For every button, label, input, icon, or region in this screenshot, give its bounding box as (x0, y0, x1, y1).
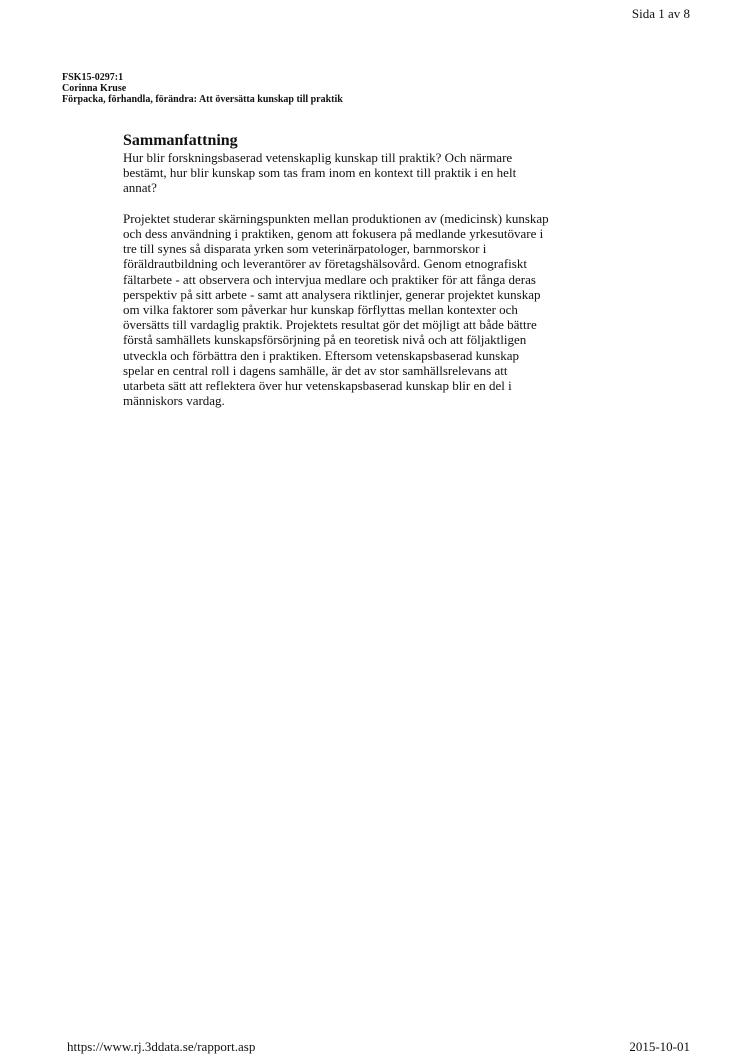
footer-url: https://www.rj.3ddata.se/rapport.asp (67, 1039, 256, 1054)
reference-number: FSK15-0297:1 (62, 72, 124, 83)
page-number: Sida 1 av 8 (631, 6, 690, 21)
summary-section (123, 131, 623, 408)
author-name: Corinna Kruse (62, 83, 127, 94)
summary-paragraph-2: Projektet studerar skärningspunkten mellan produktionen av (medicinsk) kunskap och dess användning i praktiken, genom att fokusera på medlande yrkesutövare i tre till synes så disparata yrken som veterinärpatologer, barnmorskor i föräldrautbildning och leverantörer av företagshälsovård. Genom etnografiskt fältarbete - att observera och intervjua medlare och praktiker för att fånga deras perspektiv på sitt arbete - samt att analysera riktlinjer, generar projektet kunskap om vilka faktorer som påverkar hur kunskap förflyttas mellan kontexter och översätts till vardaglig praktik. Projektets resultat gör det möjligt att både bättre förstå samhällets kunskapsförsörjning på en teoretisk nivå och att följaktligen utveckla och förbättra den i praktiken. Eftersom vetenskapsbaserad kunskap spelar en central roll i dagens samhälle, är det av stor samhällsrelevans att utarbeta sätt att reflektera över hur vetenskapsbaserad kunskap blir en del i människors vardag. (123, 210, 549, 409)
document-header (62, 72, 343, 105)
footer-date: 2015-10-01 (629, 1039, 690, 1054)
project-title: Förpacka, förhandla, förändra: Att översätta kunskap till praktik (62, 94, 343, 105)
summary-heading: Sammanfattning (123, 132, 238, 149)
summary-paragraph-1: Hur blir forskningsbaserad vetenskaplig kunskap till praktik? Och närmare bestämt, hur blir kunskap som tas fram inom en kontext till praktik i en helt annat? (123, 150, 517, 196)
